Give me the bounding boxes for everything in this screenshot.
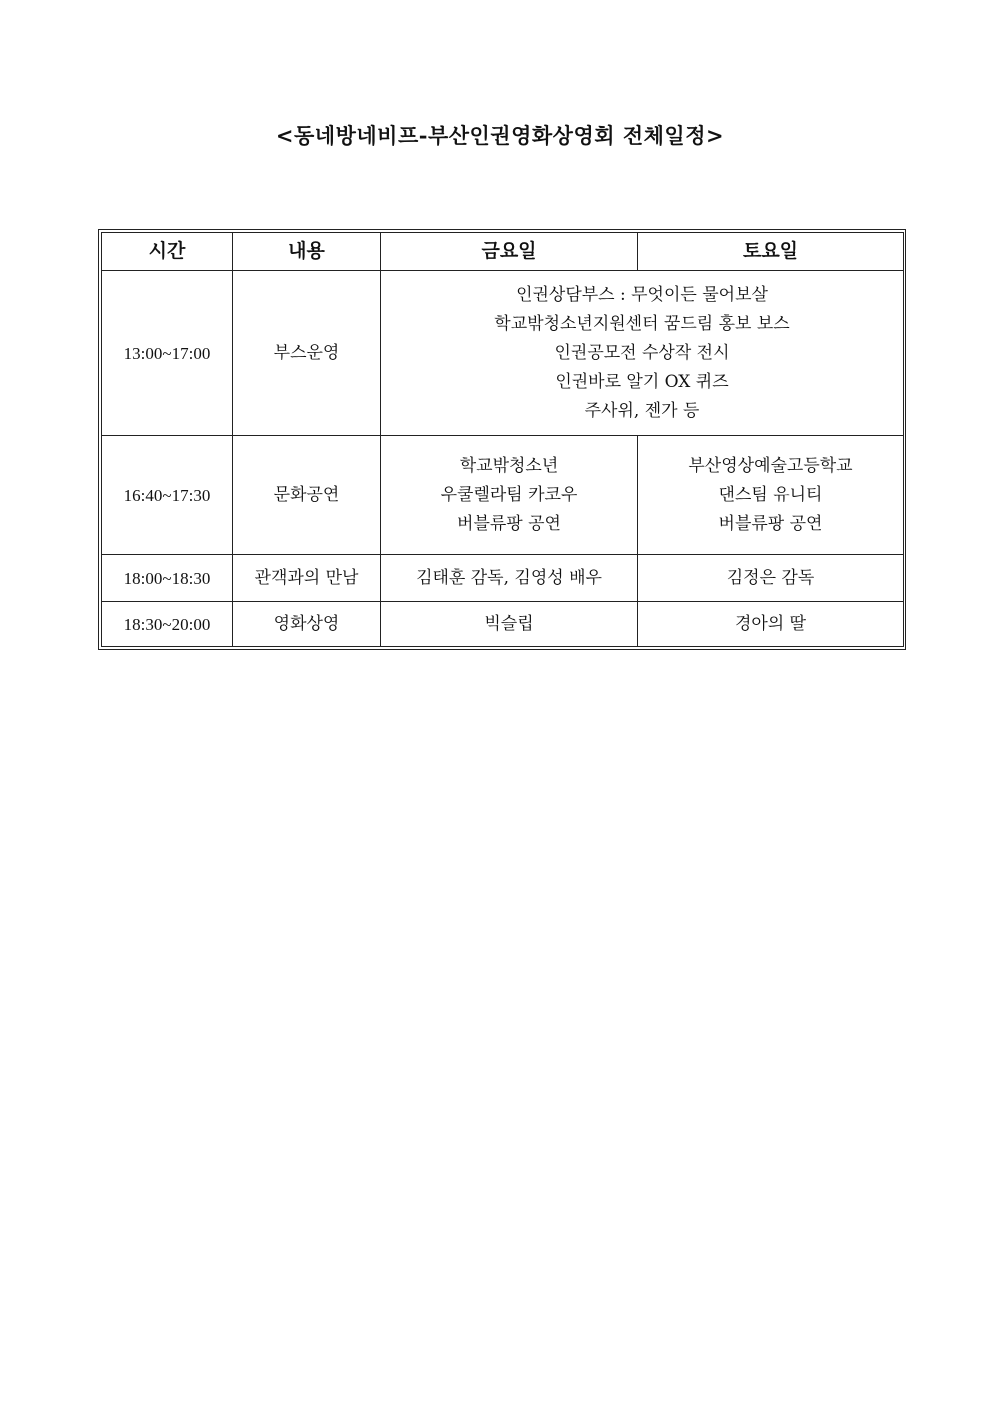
friday-cell <box>381 436 638 555</box>
time-cell: 13:00~17:00 <box>102 271 233 436</box>
content-cell: 영화상영 <box>233 602 381 647</box>
time-cell: 18:00~18:30 <box>102 555 233 602</box>
schedule-table-frame <box>98 229 906 650</box>
time-cell: 18:30~20:00 <box>102 602 233 647</box>
booth-line: 인권공모전 수상작 전시 <box>554 342 730 363</box>
table-row <box>102 555 904 602</box>
booth-line: 인권상담부스 : 무엇이든 물어보살 <box>516 284 768 305</box>
friday-line: 버블류팡 공연 <box>457 513 561 534</box>
page-title: <동네방네비프-부산인권영화상영회 전체일정> <box>275 123 725 148</box>
friday-line: 학교밖청소년 <box>459 455 559 476</box>
content-cell: 부스운영 <box>233 271 381 436</box>
table-row <box>102 271 904 436</box>
saturday-cell: 경아의 딸 <box>638 602 904 647</box>
saturday-line: 버블류팡 공연 <box>718 513 823 534</box>
header-friday: 금요일 <box>381 233 638 271</box>
saturday-cell <box>638 436 904 555</box>
saturday-line: 댄스팀 유니티 <box>718 484 823 505</box>
table-row <box>102 436 904 555</box>
friday-line: 우쿨렐라팀 카코우 <box>440 484 578 505</box>
booth-line: 학교밖청소년지원센터 꿈드림 홍보 보스 <box>494 313 790 334</box>
table-header-row <box>102 233 904 271</box>
schedule-table <box>101 232 904 647</box>
table-row <box>102 602 904 647</box>
booth-line: 주사위, 젠가 등 <box>584 400 700 421</box>
header-saturday: 토요일 <box>638 233 904 271</box>
saturday-cell: 김정은 감독 <box>638 555 904 602</box>
header-content: 내용 <box>233 233 381 271</box>
friday-cell: 빅슬립 <box>381 602 638 647</box>
friday-cell: 김태훈 감독, 김영성 배우 <box>381 555 638 602</box>
booth-line: 인권바로 알기 OX 퀴즈 <box>555 371 729 392</box>
header-time: 시간 <box>102 233 233 271</box>
time-cell: 16:40~17:30 <box>102 436 233 555</box>
content-cell: 관객과의 만남 <box>233 555 381 602</box>
saturday-line: 부산영상예술고등학교 <box>688 455 853 476</box>
content-cell: 문화공연 <box>233 436 381 555</box>
merged-schedule-cell <box>381 271 904 436</box>
